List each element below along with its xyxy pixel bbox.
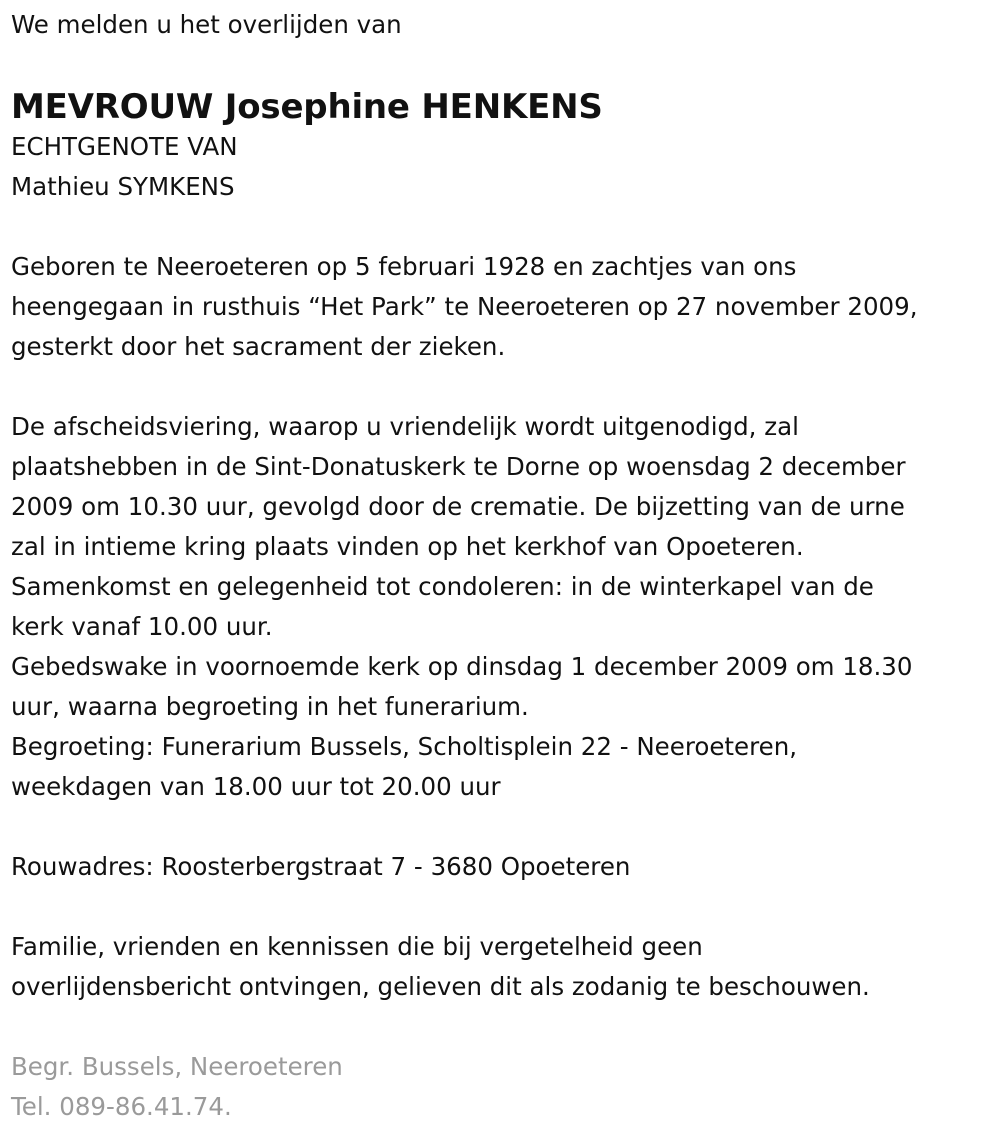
paragraph-line: zal in intieme kring plaats vinden op het kerkhof van Opoeteren. [11, 532, 804, 561]
paragraph-line: Begroeting: Funerarium Bussels, Scholtisplein 22 - Neeroeteren, [11, 732, 798, 761]
spouse-label: ECHTGENOTE VAN [11, 132, 238, 161]
spacer [11, 367, 990, 407]
funeral-home: Begr. Bussels, Neeroeteren [11, 1052, 343, 1081]
paragraph-line: kerk vanaf 10.00 uur. [11, 612, 273, 641]
paragraph-line: plaatshebben in de Sint-Donatuskerk te Dorne op woensdag 2 december [11, 452, 906, 481]
paragraph-line: 2009 om 10.30 uur, gevolgd door de crematie. De bijzetting van de urne [11, 492, 905, 521]
paragraph-line: De afscheidsviering, waarop u vriendelijk wordt uitgenodigd, zal [11, 412, 799, 441]
closing-paragraph [11, 927, 990, 1007]
paragraph-line: Familie, vrienden en kennissen die bij vergetelheid geen [11, 932, 703, 961]
spacer [11, 1007, 990, 1047]
paragraph-line: overlijdensbericht ontvingen, gelieven dit als zodanig te beschouwen. [11, 972, 870, 1001]
phone-number: Tel. 089-86.41.74. [11, 1092, 232, 1121]
birth-death-paragraph [11, 247, 990, 367]
paragraph-line: Geboren te Neeroeteren op 5 februari 1928 en zachtjes van ons [11, 252, 797, 281]
paragraph-line: gesterkt door het sacrament der zieken. [11, 332, 506, 361]
paragraph-line: uur, waarna begroeting in het funerarium. [11, 692, 529, 721]
spacer [11, 807, 990, 847]
paragraph-line: heengegaan in rusthuis “Het Park” te Neeroeteren op 27 november 2009, [11, 292, 918, 321]
spouse-name: Mathieu SYMKENS [11, 172, 235, 201]
spacer [11, 887, 990, 927]
paragraph-line: Gebedswake in voornoemde kerk op dinsdag 1 december 2009 om 18.30 [11, 652, 913, 681]
deceased-name: MEVROUW Josephine HENKENS [11, 87, 603, 127]
spacer [11, 207, 990, 247]
ceremony-paragraph [11, 407, 990, 807]
intro-text: We melden u het overlijden van [11, 10, 402, 39]
paragraph-line: Samenkomst en gelegenheid tot condoleren: in de winterkapel van de [11, 572, 874, 601]
footer [11, 1047, 990, 1127]
paragraph-line: weekdagen van 18.00 uur tot 20.00 uur [11, 772, 501, 801]
mourning-address: Rouwadres: Roosterbergstraat 7 - 3680 Opoeteren [11, 852, 631, 881]
